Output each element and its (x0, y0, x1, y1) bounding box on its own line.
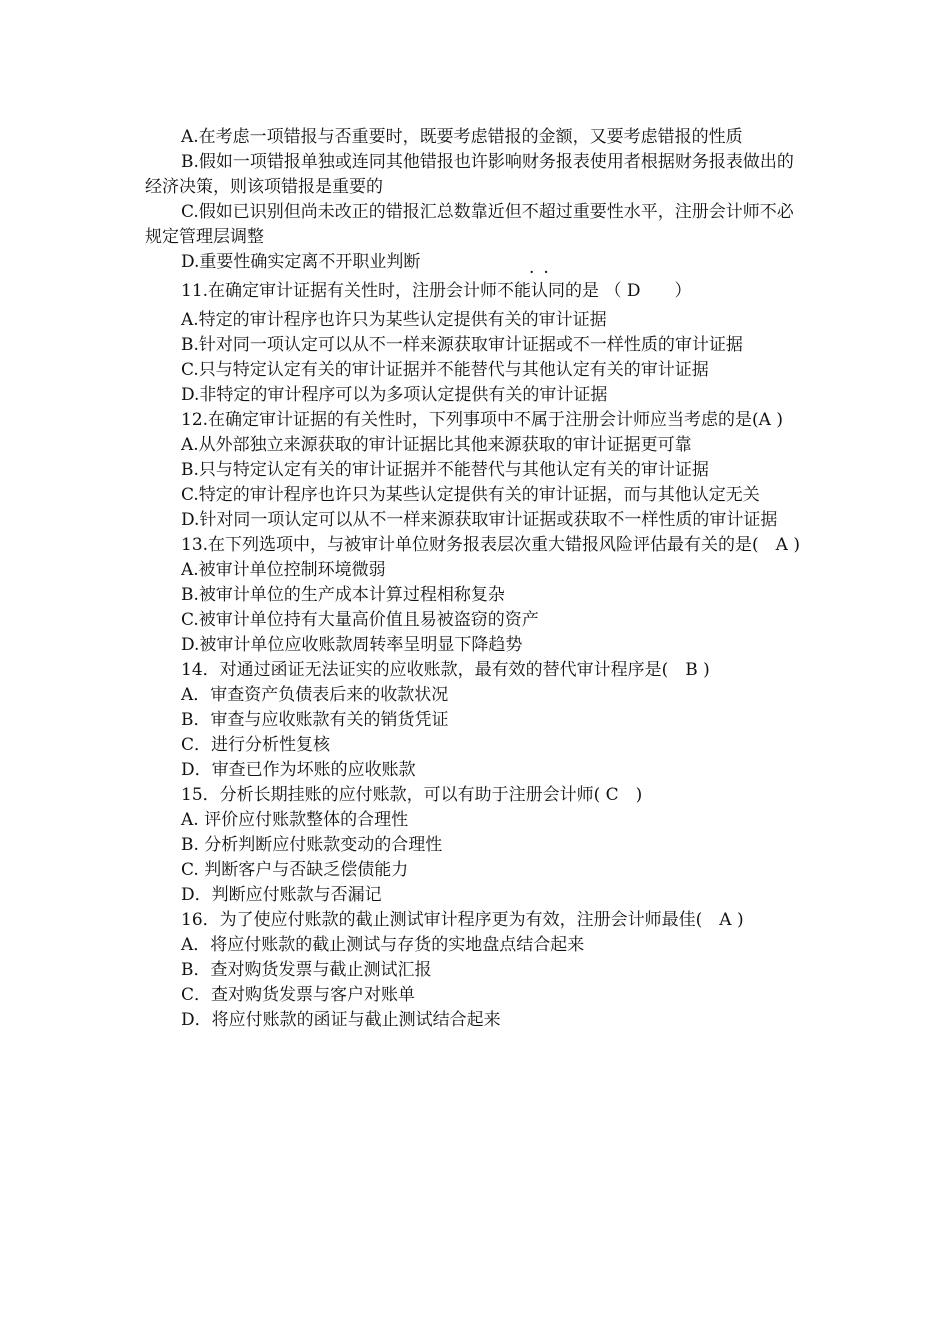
option-line: B．审查与应收账款有关的销货凭证 (181, 710, 449, 730)
option-line: D.被审计单位应收账款周转率呈明显下降趋势 (181, 635, 523, 655)
option-line: D.重要性确实定离不开职业判断 (181, 252, 421, 272)
option-line: A．将应付账款的截止测试与存货的实地盘点结合起来 (181, 935, 585, 955)
question-12: 12.在确定审计证据的有关性时，下列事项中不属于注册会计师应当考虑的是(A ) (181, 410, 783, 430)
option-line: B.针对同一项认定可以从不一样来源获取审计证据或不一样性质的审计证据 (181, 335, 743, 355)
option-line: B.假如一项错报单独或连同其他错报也许影响财务报表使用者根据财务报表做出的经济决策，则该项错报是重要的 (145, 152, 794, 197)
option-line: A. 评价应付账款整体的合理性 (181, 810, 409, 830)
option-line: D．将应付账款的函证与截止测试结合起来 (181, 1010, 501, 1030)
option-line: B. 分析判断应付账款变动的合理性 (181, 835, 443, 855)
option-line: C.只与特定认定有关的审计证据并不能替代与其他认定有关的审计证据 (181, 360, 709, 380)
question-text: 11.在确定审计证据有关性时，注册会计师不能认同的是 （ D ） (181, 281, 692, 301)
question-16: 16．为了使应付账款的截止测试审计程序更为有效，注册会计师最佳( A ) (181, 910, 744, 930)
option-line: C.被审计单位持有大量高价值且易被盗窃的资产 (181, 610, 539, 630)
option-line: D．判断应付账款与否漏记 (181, 885, 382, 905)
document-page (145, 125, 810, 1033)
option-line: D.非特定的审计程序可以为多项认定提供有关的审计证据 (181, 385, 608, 405)
option-line: A.在考虑一项错报与否重要时，既要考虑错报的金额，又要考虑错报的性质 (181, 127, 743, 147)
question-14: 14．对通过函证无法证实的应收账款，最有效的替代审计程序是( B ) (181, 660, 710, 680)
option-line: C.假如已识别但尚未改正的错报汇总数靠近但不超过重要性水平，注册会计师不必规定管理层调整 (145, 202, 794, 247)
option-line: C.特定的审计程序也许只为某些认定提供有关的审计证据，而与其他认定无关 (181, 485, 760, 505)
option-line: C. 判断客户与否缺乏偿债能力 (181, 860, 409, 880)
question-11 (145, 263, 810, 304)
option-line: A.从外部独立来源获取的审计证据比其他来源获取的审计证据更可靠 (181, 435, 692, 455)
option-line: B.被审计单位的生产成本计算过程相称复杂 (181, 585, 505, 605)
option-line: D．审查已作为坏账的应收账款 (181, 760, 416, 780)
option-line: A．审查资产负债表后来的收款状况 (181, 685, 449, 705)
option-line: C．进行分析性复核 (181, 735, 331, 755)
option-line: D.针对同一项认定可以从不一样来源获取审计证据或获取不一样性质的审计证据 (181, 510, 778, 530)
option-line: B．查对购货发票与截止测试汇报 (181, 960, 432, 980)
question-15: 15．分析长期挂账的应付账款，可以有助于注册会计师( C ) (181, 785, 643, 805)
option-line: A.特定的审计程序也许只为某些认定提供有关的审计证据 (181, 310, 607, 330)
option-line: A.被审计单位控制环境微弱 (181, 560, 386, 580)
option-line: B.只与特定认定有关的审计证据并不能替代与其他认定有关的审计证据 (181, 460, 709, 480)
emphasis-dots: ·· (529, 263, 558, 283)
option-line: C．查对购货发票与客户对账单 (181, 985, 416, 1005)
question-13: 13.在下列选项中，与被审计单位财务报表层次重大错报风险评估最有关的是( A ) (181, 535, 800, 555)
